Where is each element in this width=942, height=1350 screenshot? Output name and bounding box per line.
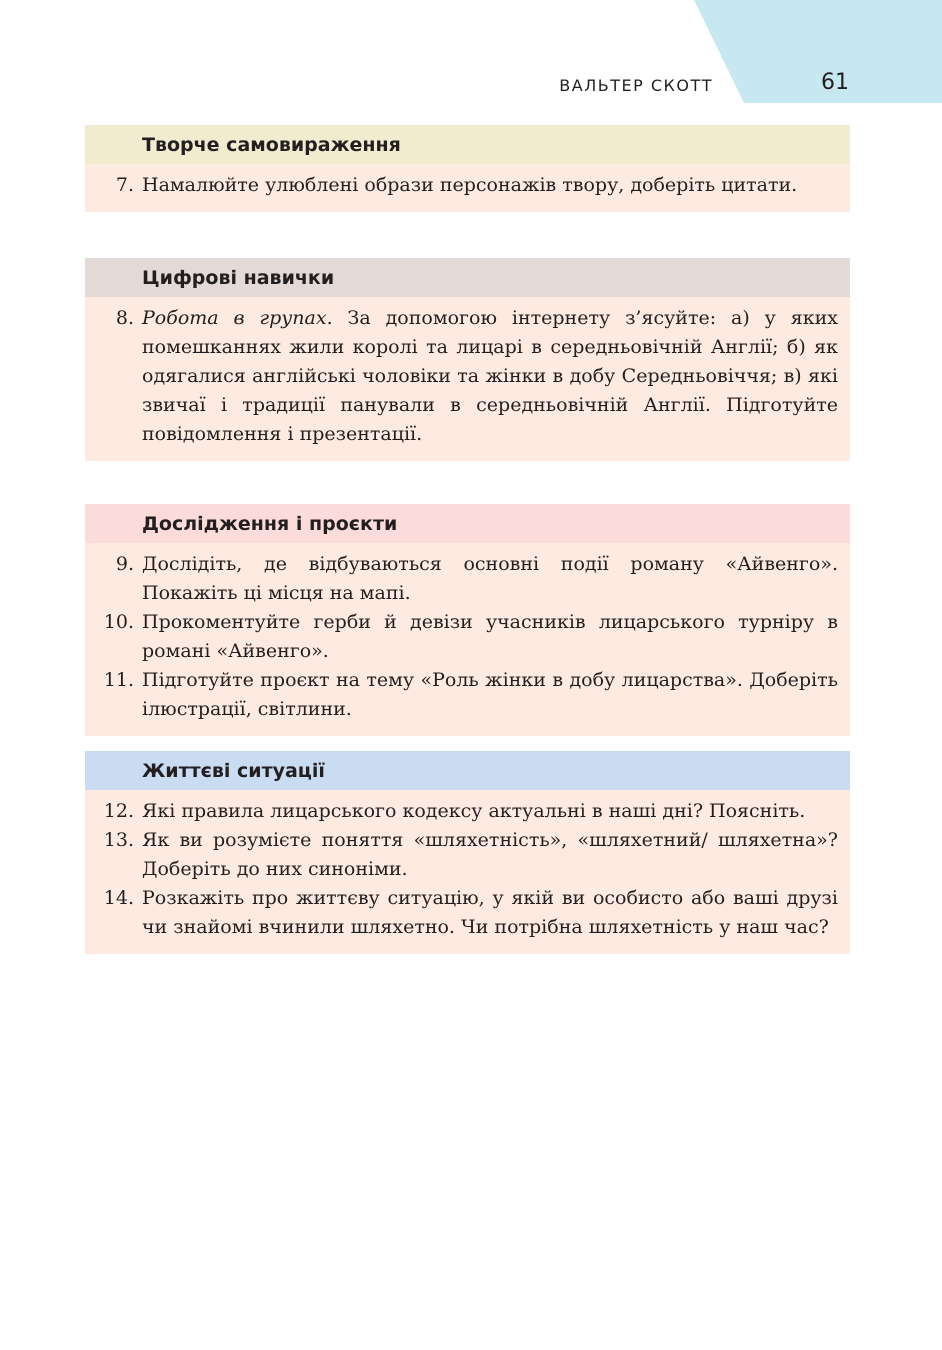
task-item bbox=[85, 171, 838, 200]
task-text: Прокоментуйте герби й девізи учасників лицарського турніру в романі «Айвенго». bbox=[142, 611, 838, 662]
task-number: 13. bbox=[103, 829, 134, 851]
task-text: Намалюйте улюблені образи персонажів твору, доберіть цитати. bbox=[142, 174, 798, 196]
section-body bbox=[85, 297, 850, 461]
task-text: Підготуйте проєкт на тему «Роль жінки в добу лицарства». Доберіть ілюстрації, світлини. bbox=[142, 669, 838, 720]
task-item bbox=[85, 826, 838, 884]
task-text: Розкажіть про життєву ситуацію, у якій ви особисто або ваші друзі чи знайомі вчинили шляхетно. Чи потрібна шляхетність у наш час? bbox=[142, 887, 838, 938]
page-number: 61 bbox=[821, 70, 849, 95]
task-text: Які правила лицарського кодексу актуальні в наші дні? Поясніть. bbox=[142, 800, 806, 822]
task-number: 7. bbox=[115, 174, 134, 196]
task-text bbox=[142, 304, 838, 449]
section-body bbox=[85, 164, 850, 212]
running-head: ВАЛЬТЕР СКОТТ bbox=[559, 76, 713, 95]
section-digital bbox=[85, 258, 850, 461]
section-life bbox=[85, 751, 850, 954]
section-title: Творче самовираження bbox=[85, 125, 850, 164]
task-item bbox=[85, 666, 838, 724]
corner-decoration bbox=[694, 0, 942, 103]
task-number: 10. bbox=[103, 611, 134, 633]
task-number: 12. bbox=[103, 800, 134, 822]
task-text: Дослідіть, де відбуваються основні події роману «Айвенго». Покажіть ці місця на мапі. bbox=[142, 553, 838, 604]
section-body bbox=[85, 543, 850, 736]
section-creative bbox=[85, 125, 850, 212]
task-lead: Робота в групах bbox=[142, 307, 327, 329]
task-item bbox=[85, 304, 838, 449]
task-number: 14. bbox=[103, 887, 134, 909]
task-item bbox=[85, 608, 838, 666]
task-body: . За допомогою інтернету з’ясуйте: а) у яких помешканнях жили королі та лицарі в середньовічній Англії; б) як одягалися англійські чоловіки та жінки в добу Середньовіччя; в) які звичаї і традиції панували в середньовічній Англії. Підготуйте повідомлення і презентації. bbox=[142, 307, 838, 445]
task-item bbox=[85, 550, 838, 608]
section-title: Цифрові навички bbox=[85, 258, 850, 297]
task-item bbox=[85, 884, 838, 942]
task-number: 9. bbox=[115, 553, 134, 575]
task-text: Як ви розумієте поняття «шляхетність», «шляхетний/ шляхетна»? Доберіть до них синоніми. bbox=[142, 829, 838, 880]
section-body bbox=[85, 790, 850, 954]
task-number: 8. bbox=[115, 307, 134, 329]
section-title: Життєві ситуації bbox=[85, 751, 850, 790]
section-research bbox=[85, 504, 850, 736]
section-title: Дослідження і проєкти bbox=[85, 504, 850, 543]
task-number: 11. bbox=[103, 669, 134, 691]
task-item bbox=[85, 797, 838, 826]
